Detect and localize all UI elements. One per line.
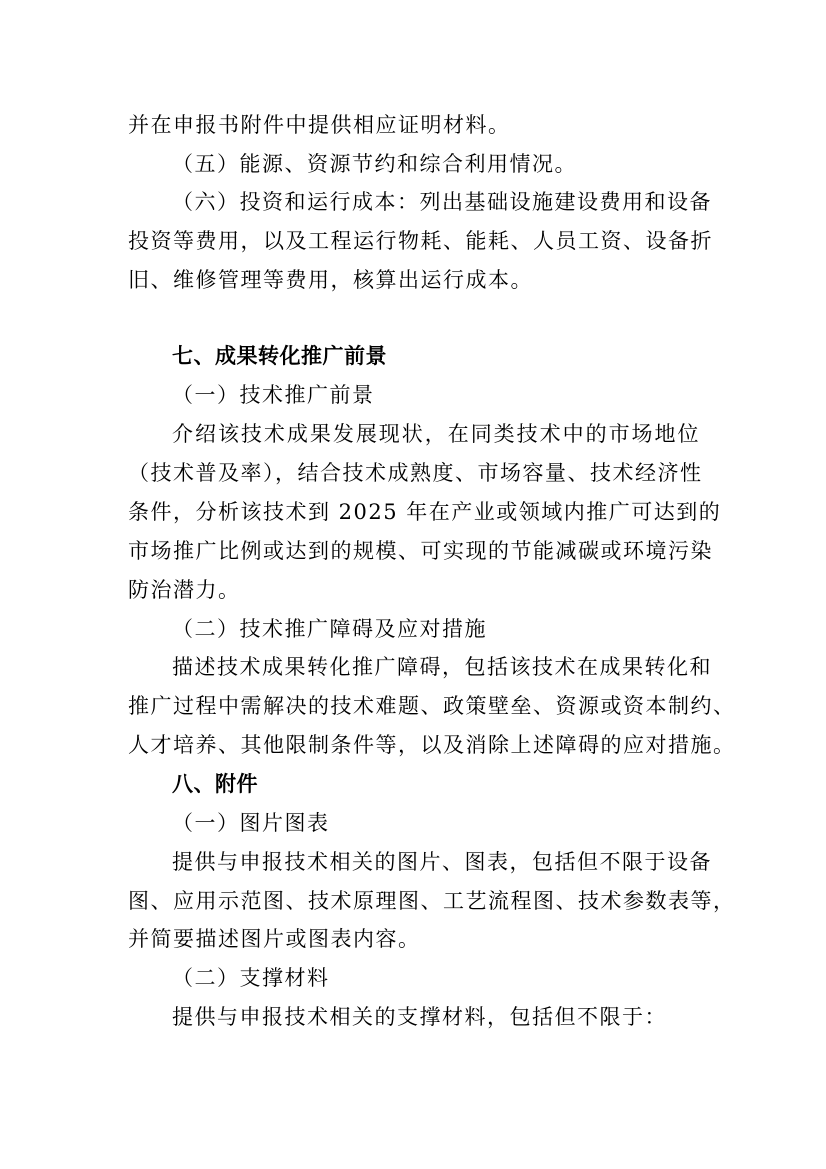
subsection-heading: （六）投资和运行成本：列出基础设施建设费用和设备: [172, 190, 712, 214]
paragraph-line: 提供与申报技术相关的支撑材料，包括但不限于：: [172, 1005, 667, 1029]
paragraph-line: 人才培养、其他限制条件等，以及消除上述障碍的应对措施。: [128, 733, 736, 757]
paragraph-line: 推广过程中需解决的技术难题、政策壁垒、资源或资本制约、: [128, 694, 736, 718]
paragraph-line: 投资等费用，以及工程运行物耗、能耗、人员工资、设备折: [128, 229, 713, 253]
paragraph-line: 图、应用示范图、技术原理图、工艺流程图、技术参数表等，: [128, 889, 736, 913]
section-heading: 七、成果转化推广前景: [172, 344, 387, 368]
subsection-heading: （五）能源、资源节约和综合利用情况。: [172, 152, 577, 176]
paragraph-line: 旧、维修管理等费用，核算出运行成本。: [128, 268, 533, 292]
subsection-heading: （一）图片图表: [172, 811, 330, 835]
paragraph-line: 市场推广比例或达到的规模、可实现的节能减碳或环境污染: [128, 539, 713, 563]
paragraph-line: 条件，分析该技术到 2025 年在产业或领域内推广可达到的: [128, 500, 722, 524]
section-heading: 八、附件: [172, 772, 258, 796]
subsection-heading: （一）技术推广前景: [172, 383, 375, 407]
paragraph-line: （技术普及率），结合技术成熟度、市场容量、技术经济性: [128, 461, 703, 485]
paragraph-line: 防治潜力。: [128, 578, 241, 602]
paragraph-line: 提供与申报技术相关的图片、图表，包括但不限于设备: [172, 850, 712, 874]
paragraph-line: 介绍该技术成果发展现状，在同类技术中的市场地位: [172, 422, 700, 446]
paragraph-line: 并简要描述图片或图表内容。: [128, 927, 421, 951]
subsection-heading: （二）技术推广障碍及应对措施: [172, 617, 487, 641]
subsection-heading: （二）支撑材料: [172, 966, 330, 990]
paragraph-line: 描述技术成果转化推广障碍，包括该技术在成果转化和: [172, 655, 712, 679]
paragraph-line: 并在申报书附件中提供相应证明材料。: [128, 113, 511, 137]
